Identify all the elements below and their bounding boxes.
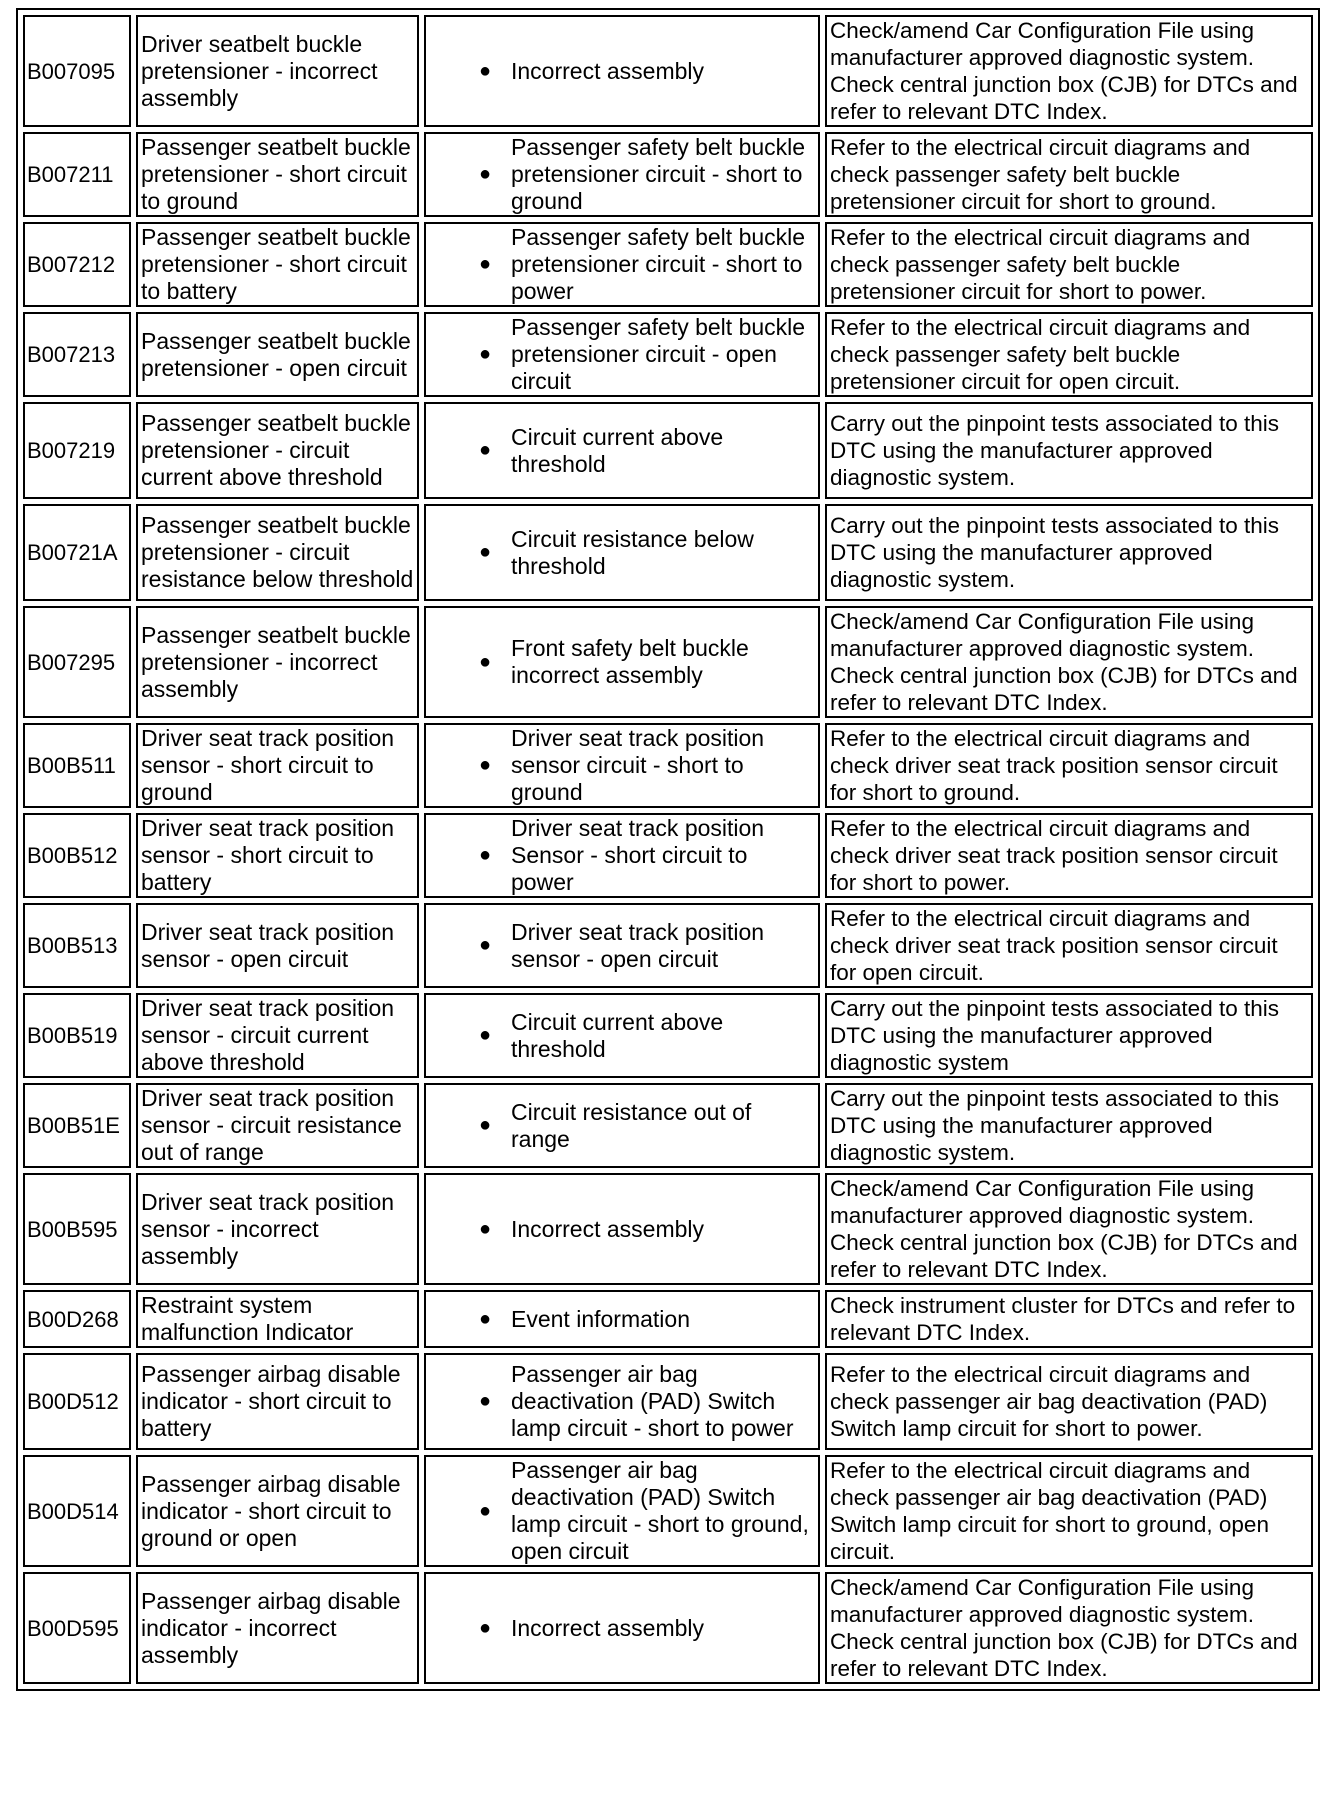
condition-list-item [429, 635, 815, 689]
condition-text: Passenger air bag deactivation (PAD) Switch lamp circuit - short to ground, open circuit [511, 1457, 809, 1564]
dtc-code-cell: B00D514 [23, 1455, 131, 1567]
dtc-code-cell: B007295 [23, 606, 131, 718]
bullet-icon: ● [479, 541, 492, 563]
dtc-action-cell: Carry out the pinpoint tests associated to this DTC using the manufacturer approved diagnostic system. [825, 1083, 1313, 1168]
dtc-description-cell: Driver seat track position sensor - incorrect assembly [136, 1173, 419, 1285]
bullet-icon: ● [479, 1616, 492, 1639]
bullet-icon: ● [479, 1499, 492, 1522]
dtc-code-cell: B007213 [23, 312, 131, 397]
bullet-icon: ● [479, 343, 492, 365]
dtc-description-cell: Passenger airbag disable indicator - short circuit to ground or open [136, 1455, 419, 1567]
dtc-action-cell: Refer to the electrical circuit diagrams and check driver seat track position sensor circuit for short to power. [825, 813, 1313, 898]
dtc-action-cell: Check/amend Car Configuration File using manufacturer approved diagnostic system. Check central junction box (CJB) for DTCs and refer to relevant DTC Index. [825, 1572, 1313, 1684]
dtc-code-cell: B00B595 [23, 1173, 131, 1285]
condition-list-item [429, 725, 815, 806]
dtc-condition-cell [424, 132, 820, 217]
table-row [23, 723, 1313, 808]
dtc-description-cell: Passenger seatbelt buckle pretensioner - open circuit [136, 312, 419, 397]
table-row [23, 1353, 1313, 1450]
dtc-description-cell: Driver seat track position sensor - circuit current above threshold [136, 993, 419, 1078]
dtc-description-cell: Driver seat track position sensor - short circuit to battery [136, 813, 419, 898]
condition-list-item [429, 1099, 815, 1153]
table-row [23, 1455, 1313, 1567]
dtc-code-cell: B00B511 [23, 723, 131, 808]
bullet-icon: ● [479, 754, 492, 776]
dtc-description-cell: Passenger seatbelt buckle pretensioner - circuit resistance below threshold [136, 504, 419, 601]
table-row [23, 15, 1313, 127]
dtc-description-cell: Driver seat track position sensor - short circuit to ground [136, 723, 419, 808]
dtc-description-cell: Driver seatbelt buckle pretensioner - incorrect assembly [136, 15, 419, 127]
condition-text: Front safety belt buckle incorrect assembly [511, 635, 749, 688]
dtc-action-cell: Check/amend Car Configuration File using manufacturer approved diagnostic system. Check central junction box (CJB) for DTCs and refer to relevant DTC Index. [825, 15, 1313, 127]
dtc-condition-cell [424, 903, 820, 988]
dtc-code-cell: B00B513 [23, 903, 131, 988]
condition-text: Passenger safety belt buckle pretensioner circuit - short to power [511, 224, 806, 304]
bullet-icon: ● [479, 59, 492, 82]
bullet-icon: ● [479, 1024, 492, 1046]
condition-list-item [429, 526, 815, 580]
dtc-condition-cell [424, 1290, 820, 1348]
condition-list-item [429, 134, 815, 215]
bullet-icon: ● [479, 439, 492, 461]
dtc-code-cell: B00721A [23, 504, 131, 601]
condition-text: Passenger safety belt buckle pretensioner circuit - open circuit [511, 314, 806, 394]
dtc-action-cell: Check/amend Car Configuration File using manufacturer approved diagnostic system. Check central junction box (CJB) for DTCs and refer to relevant DTC Index. [825, 606, 1313, 718]
dtc-condition-cell [424, 1572, 820, 1684]
dtc-condition-cell [424, 1083, 820, 1168]
dtc-description-cell: Driver seat track position sensor - open circuit [136, 903, 419, 988]
dtc-action-cell: Refer to the electrical circuit diagrams and check driver seat track position sensor circuit for open circuit. [825, 903, 1313, 988]
condition-list-item [429, 1361, 815, 1442]
dtc-code-cell: B007211 [23, 132, 131, 217]
condition-text: Driver seat track position sensor - open circuit [511, 918, 765, 972]
bullet-icon: ● [479, 934, 492, 956]
table-row [23, 402, 1313, 499]
dtc-description-cell: Restraint system malfunction Indicator [136, 1290, 419, 1348]
dtc-description-cell: Passenger seatbelt buckle pretensioner - circuit current above threshold [136, 402, 419, 499]
bullet-icon: ● [479, 844, 492, 866]
condition-text: Circuit resistance out of range [511, 1098, 752, 1152]
dtc-code-cell: B00B51E [23, 1083, 131, 1168]
dtc-condition-cell [424, 606, 820, 718]
bullet-icon: ● [479, 650, 492, 673]
dtc-code-cell: B007095 [23, 15, 131, 127]
table-row [23, 312, 1313, 397]
dtc-table-body [23, 15, 1313, 1684]
condition-list-item [429, 314, 815, 395]
condition-list-item [429, 58, 815, 85]
bullet-icon: ● [479, 163, 492, 185]
condition-text: Circuit current above threshold [511, 1008, 724, 1062]
dtc-code-cell: B007219 [23, 402, 131, 499]
dtc-condition-cell [424, 993, 820, 1078]
condition-text: Driver seat track position sensor circuit - short to ground [511, 725, 765, 805]
dtc-description-cell: Passenger airbag disable indicator - short circuit to battery [136, 1353, 419, 1450]
dtc-action-cell: Refer to the electrical circuit diagrams and check driver seat track position sensor circuit for short to ground. [825, 723, 1313, 808]
dtc-condition-cell [424, 504, 820, 601]
dtc-description-cell: Passenger airbag disable indicator - incorrect assembly [136, 1572, 419, 1684]
dtc-condition-cell [424, 15, 820, 127]
dtc-action-cell: Refer to the electrical circuit diagrams and check passenger safety belt buckle pretensioner circuit for short to power. [825, 222, 1313, 307]
dtc-code-cell: B00D268 [23, 1290, 131, 1348]
condition-text: Passenger air bag deactivation (PAD) Switch lamp circuit - short to power [511, 1361, 794, 1441]
condition-text: Circuit resistance below threshold [511, 525, 754, 579]
condition-list-item [429, 1009, 815, 1063]
condition-text: Circuit current above threshold [511, 423, 724, 477]
dtc-description-cell: Passenger seatbelt buckle pretensioner - short circuit to battery [136, 222, 419, 307]
condition-text: Incorrect assembly [511, 57, 705, 84]
table-row [23, 903, 1313, 988]
dtc-code-cell: B00D512 [23, 1353, 131, 1450]
dtc-action-cell: Check instrument cluster for DTCs and refer to relevant DTC Index. [825, 1290, 1313, 1348]
dtc-condition-cell [424, 312, 820, 397]
table-row [23, 132, 1313, 217]
dtc-action-cell: Carry out the pinpoint tests associated to this DTC using the manufacturer approved diagnostic system. [825, 504, 1313, 601]
table-row [23, 1572, 1313, 1684]
condition-text: Incorrect assembly [511, 1614, 705, 1641]
condition-list-item [429, 1216, 815, 1243]
dtc-action-cell: Carry out the pinpoint tests associated to this DTC using the manufacturer approved diagnostic system [825, 993, 1313, 1078]
bullet-icon: ● [479, 1114, 492, 1136]
bullet-icon: ● [479, 1217, 492, 1240]
condition-text: Passenger safety belt buckle pretensioner circuit - short to ground [511, 134, 806, 214]
dtc-action-cell: Refer to the electrical circuit diagrams and check passenger safety belt buckle pretensioner circuit for short to ground. [825, 132, 1313, 217]
condition-text: Driver seat track position Sensor - short circuit to power [511, 815, 765, 895]
table-row [23, 993, 1313, 1078]
dtc-description-cell: Passenger seatbelt buckle pretensioner - short circuit to ground [136, 132, 419, 217]
table-row [23, 1290, 1313, 1348]
condition-list-item [429, 1306, 815, 1333]
table-row [23, 1083, 1313, 1168]
bullet-icon: ● [479, 1307, 492, 1330]
dtc-description-cell: Passenger seatbelt buckle pretensioner - incorrect assembly [136, 606, 419, 718]
dtc-condition-cell [424, 222, 820, 307]
dtc-condition-cell [424, 1455, 820, 1567]
condition-list-item [429, 919, 815, 973]
condition-list-item [429, 1615, 815, 1642]
bullet-icon: ● [479, 1390, 492, 1412]
condition-text: Event information [511, 1305, 690, 1332]
table-row [23, 606, 1313, 718]
dtc-action-cell: Refer to the electrical circuit diagrams and check passenger air bag deactivation (PAD) Switch lamp circuit for short to ground, open circuit. [825, 1455, 1313, 1567]
dtc-code-cell: B00D595 [23, 1572, 131, 1684]
dtc-condition-cell [424, 1173, 820, 1285]
table-row [23, 222, 1313, 307]
dtc-code-cell: B00B512 [23, 813, 131, 898]
dtc-condition-cell [424, 1353, 820, 1450]
dtc-condition-cell [424, 723, 820, 808]
dtc-action-cell: Refer to the electrical circuit diagrams and check passenger safety belt buckle pretensioner circuit for open circuit. [825, 312, 1313, 397]
bullet-icon: ● [479, 253, 492, 275]
condition-list-item [429, 815, 815, 896]
condition-list-item [429, 1457, 815, 1565]
condition-list-item [429, 224, 815, 305]
condition-list-item [429, 424, 815, 478]
condition-text: Incorrect assembly [511, 1215, 705, 1242]
dtc-action-cell: Carry out the pinpoint tests associated to this DTC using the manufacturer approved diagnostic system. [825, 402, 1313, 499]
dtc-code-cell: B007212 [23, 222, 131, 307]
dtc-action-cell: Refer to the electrical circuit diagrams and check passenger air bag deactivation (PAD) Switch lamp circuit for short to power. [825, 1353, 1313, 1450]
dtc-description-cell: Driver seat track position sensor - circuit resistance out of range [136, 1083, 419, 1168]
dtc-table [16, 8, 1320, 1691]
dtc-action-cell: Check/amend Car Configuration File using manufacturer approved diagnostic system. Check central junction box (CJB) for DTCs and refer to relevant DTC Index. [825, 1173, 1313, 1285]
dtc-code-cell: B00B519 [23, 993, 131, 1078]
table-row [23, 504, 1313, 601]
dtc-condition-cell [424, 813, 820, 898]
table-row [23, 1173, 1313, 1285]
dtc-condition-cell [424, 402, 820, 499]
table-row [23, 813, 1313, 898]
